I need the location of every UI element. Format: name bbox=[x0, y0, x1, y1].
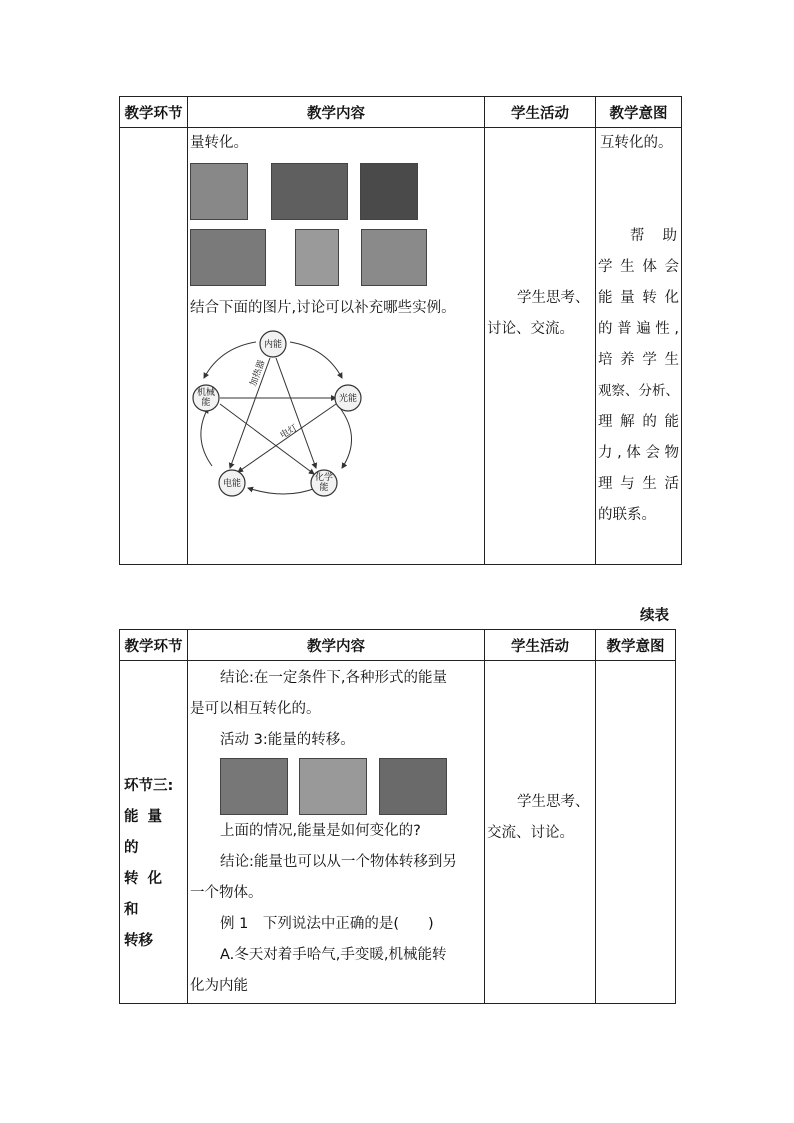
header-intent: 教学意图 bbox=[596, 630, 676, 661]
photo-power-plant bbox=[271, 163, 348, 220]
label-mechanical-2: 能 bbox=[201, 398, 211, 408]
intent-cell bbox=[596, 661, 676, 1004]
header-activity: 学生活动 bbox=[485, 97, 596, 128]
label-light: 光能 bbox=[338, 394, 358, 404]
intent-line: 的联系。 bbox=[598, 507, 656, 523]
photo-row-2 bbox=[190, 229, 484, 287]
intent-line: 学生体会 bbox=[598, 259, 679, 275]
content-line: 一个物体。 bbox=[190, 885, 263, 901]
intent-line: 能量转化 bbox=[598, 290, 679, 306]
content-line: 活动 3:能量的转移。 bbox=[220, 732, 355, 748]
activity-cell bbox=[485, 128, 596, 565]
label-lamp: 电灯 bbox=[278, 423, 300, 442]
photo-hot-water-bottle bbox=[299, 758, 367, 815]
content-line: 是可以相互转化的。 bbox=[190, 701, 321, 717]
content-line: 例 1 下列说法中正确的是( ) bbox=[220, 916, 434, 932]
photo-kettle bbox=[220, 758, 288, 815]
intent-line: 理与生活 bbox=[598, 476, 679, 492]
content-line: 结合下面的图片,讨论可以补充哪些实例。 bbox=[190, 300, 456, 316]
photo-row-1 bbox=[190, 163, 484, 223]
stage-cell bbox=[120, 128, 188, 565]
header-intent: 教学意图 bbox=[596, 97, 682, 128]
photo-fan bbox=[360, 163, 418, 220]
intent-line: 互转化的。 bbox=[600, 135, 673, 151]
intent-line: 理解的能 bbox=[598, 414, 679, 430]
label-internal: 内能 bbox=[263, 340, 283, 350]
label-electric: 电能 bbox=[222, 479, 242, 489]
stage-line: 能量的 bbox=[124, 809, 171, 856]
lesson-table-2 bbox=[119, 629, 676, 1004]
continued-label: 续表 bbox=[640, 608, 669, 624]
content-line: 量转化。 bbox=[190, 135, 248, 151]
intent-cell bbox=[596, 128, 682, 565]
activity-line: 交流、讨论。 bbox=[487, 825, 574, 841]
activity-line: 学生思考、 bbox=[517, 794, 590, 810]
content-cell bbox=[188, 128, 485, 565]
header-content: 教学内容 bbox=[188, 97, 485, 128]
energy-conversion-diagram bbox=[190, 328, 370, 503]
header-stage: 教学环节 bbox=[120, 630, 188, 661]
header-stage: 教学环节 bbox=[120, 97, 188, 128]
intent-line: 培养学生 bbox=[598, 352, 679, 368]
content-line: 化为内能 bbox=[190, 978, 248, 994]
content-line: 上面的情况,能量是如何变化的? bbox=[220, 823, 421, 839]
lesson-table-1 bbox=[119, 96, 682, 565]
content-cell bbox=[188, 661, 485, 1004]
label-chemical-1: 化学 bbox=[314, 473, 334, 483]
label-heater: 加热器 bbox=[248, 358, 268, 388]
stage-line: 环节三: bbox=[124, 778, 174, 794]
intent-line: 帮 助 bbox=[630, 228, 677, 244]
content-line: 结论:能量也可以从一个物体转移到另 bbox=[220, 854, 457, 870]
photo-engine bbox=[295, 229, 339, 286]
activity-cell bbox=[485, 661, 596, 1004]
header-content: 教学内容 bbox=[188, 630, 485, 661]
photo-solar-lamp bbox=[361, 229, 427, 286]
intent-line: 力,体会物 bbox=[598, 445, 679, 461]
intent-line: 的普遍性, bbox=[598, 321, 679, 337]
photo-fire-person bbox=[190, 163, 248, 220]
content-line: A.冬天对着手哈气,手变暖,机械能转 bbox=[220, 947, 447, 963]
content-line: 结论:在一定条件下,各种形式的能量 bbox=[220, 670, 447, 686]
intent-line: 观察、分析、 bbox=[598, 383, 679, 399]
photo-newtons-cradle bbox=[379, 758, 447, 815]
photo-row-3 bbox=[220, 758, 484, 816]
stage-line: 转移 bbox=[124, 933, 153, 949]
photo-egg bbox=[190, 229, 266, 286]
header-activity: 学生活动 bbox=[485, 630, 596, 661]
activity-line: 学生思考、 bbox=[517, 290, 590, 306]
label-mechanical-1: 机械 bbox=[196, 388, 216, 398]
label-chemical-2: 能 bbox=[319, 483, 329, 493]
activity-line: 讨论、交流。 bbox=[487, 321, 574, 337]
stage-cell bbox=[120, 661, 188, 1004]
stage-line: 转化和 bbox=[124, 871, 171, 918]
